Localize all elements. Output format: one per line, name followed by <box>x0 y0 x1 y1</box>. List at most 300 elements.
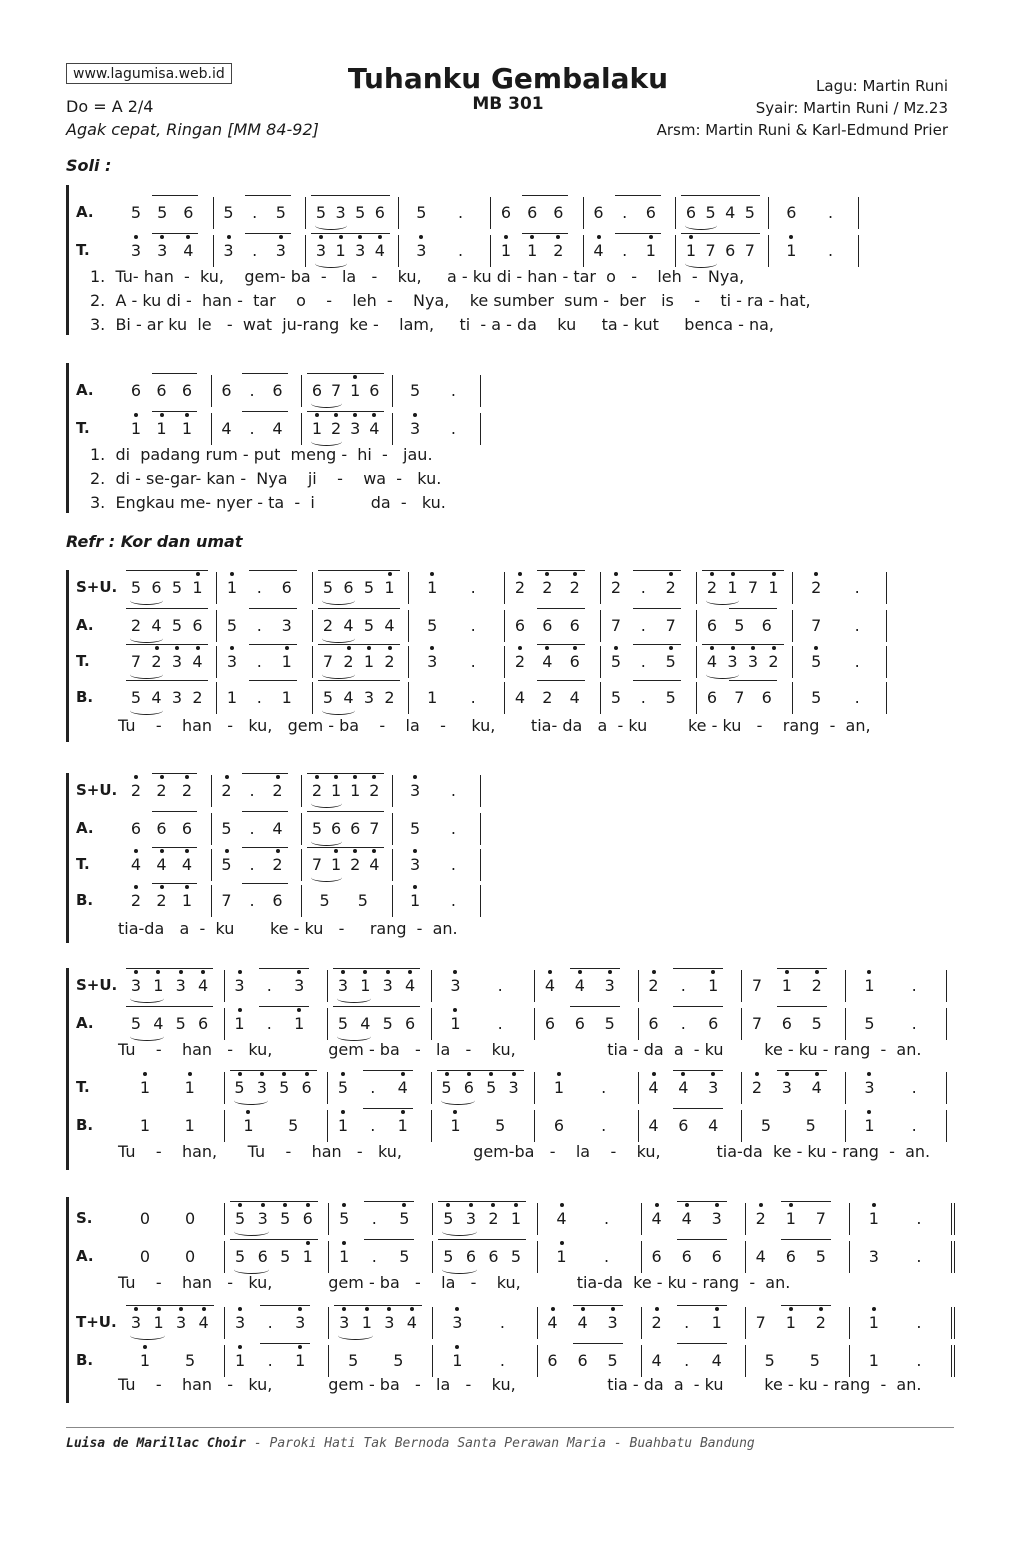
note: 1 <box>360 976 371 995</box>
system-bracket <box>66 363 74 513</box>
beam <box>245 195 291 196</box>
beam <box>438 1239 526 1240</box>
note: 5 <box>223 203 234 222</box>
note: 5 <box>221 855 232 874</box>
octave-up-dot <box>185 413 189 417</box>
slur <box>311 837 342 846</box>
beam <box>438 1201 526 1202</box>
tempo-marking: Agak cepat, Ringan [MM 84-92] <box>66 120 319 139</box>
end-bar-line <box>951 1203 955 1235</box>
end-bar-line <box>480 775 481 807</box>
beam <box>522 195 568 196</box>
octave-up-dot <box>319 235 323 239</box>
bar-line <box>768 197 769 229</box>
note: . <box>370 1116 376 1135</box>
note: 1 <box>339 1247 350 1266</box>
beam <box>334 1305 422 1306</box>
note: . <box>916 1247 922 1266</box>
note: 5 <box>443 1247 454 1266</box>
octave-up-dot <box>179 970 183 974</box>
bar-line <box>224 1203 225 1235</box>
voice-row <box>122 199 862 227</box>
voice-row <box>122 1010 950 1038</box>
note: 1 <box>361 1313 372 1332</box>
bar-line <box>745 1307 746 1339</box>
octave-up-dot <box>789 1203 793 1207</box>
beam <box>260 1343 310 1344</box>
beam <box>681 233 760 234</box>
note: 6 <box>156 819 167 838</box>
slur <box>311 799 342 808</box>
note: 2 <box>130 891 142 910</box>
bar-line <box>301 375 302 407</box>
note: 6 <box>350 819 361 838</box>
note: 6 <box>181 819 193 838</box>
note: 6 <box>151 578 162 597</box>
note: 5 <box>705 203 716 222</box>
octave-up-dot <box>715 1307 719 1311</box>
octave-up-dot <box>514 1203 518 1207</box>
bar-line <box>638 1008 639 1040</box>
octave-up-dot <box>306 1241 310 1245</box>
bar-line <box>211 775 212 807</box>
bar-line <box>392 813 393 845</box>
note: 2 <box>651 1313 662 1332</box>
system-bracket <box>66 185 74 335</box>
bar-line <box>328 1241 329 1273</box>
note: 3 <box>410 781 421 800</box>
note: 2 <box>343 652 354 671</box>
note: 1 <box>331 855 342 874</box>
octave-up-dot <box>143 1345 147 1349</box>
note: 5 <box>234 1078 245 1097</box>
note: 6 <box>648 1014 659 1033</box>
beam <box>242 811 288 812</box>
voice-row <box>122 815 484 843</box>
note: 3 <box>294 976 305 995</box>
note: 1 <box>311 419 323 438</box>
arranger-credit: Arsm: Martin Runi & Karl-Edmund Prier <box>656 121 948 139</box>
octave-up-dot <box>401 1072 405 1076</box>
bar-line <box>216 682 217 714</box>
bar-line <box>792 610 793 642</box>
note: 5 <box>744 203 755 222</box>
note: 6 <box>542 616 553 635</box>
note: . <box>854 578 860 597</box>
bar-line <box>504 572 505 604</box>
note: 1 <box>181 891 193 910</box>
octave-up-dot <box>819 1307 823 1311</box>
bar-line <box>845 1110 846 1142</box>
end-bar-line <box>951 1241 955 1273</box>
octave-up-dot <box>410 1307 414 1311</box>
note: 5 <box>393 1351 404 1370</box>
note: 2 <box>768 652 779 671</box>
note: 4 <box>569 688 580 707</box>
note: 2 <box>156 781 167 800</box>
bar-line <box>534 970 535 1002</box>
note: 1 <box>350 781 361 800</box>
note: 4 <box>360 1014 371 1033</box>
note: 6 <box>544 1014 556 1033</box>
note: . <box>252 241 258 260</box>
note: 6 <box>130 819 142 838</box>
note: . <box>249 381 255 400</box>
bar-line <box>328 1345 329 1377</box>
octave-up-dot <box>347 646 351 650</box>
octave-up-dot <box>378 235 382 239</box>
bar-line <box>696 682 697 714</box>
note: 1 <box>184 1116 195 1135</box>
note: 5 <box>363 616 375 635</box>
note: . <box>828 241 834 260</box>
note: 2 <box>569 578 580 597</box>
octave-up-dot <box>134 849 138 853</box>
note: 2 <box>384 688 395 707</box>
note: . <box>267 1313 273 1332</box>
beam <box>126 608 208 609</box>
bar-line <box>392 375 393 407</box>
note: 3 <box>175 976 186 995</box>
slur <box>322 706 355 715</box>
bar-line <box>408 610 409 642</box>
note: 3 <box>350 419 361 438</box>
note: 7 <box>744 241 755 260</box>
note: 5 <box>607 1351 618 1370</box>
beam <box>318 608 400 609</box>
voice-label: A. <box>76 1247 94 1265</box>
end-bar-line <box>886 610 887 642</box>
beam <box>677 1239 727 1240</box>
bar-line <box>432 1241 433 1273</box>
beam <box>364 1239 414 1240</box>
beam <box>152 883 198 884</box>
note: 5 <box>811 1014 822 1033</box>
voice-label: T. <box>76 1078 90 1096</box>
octave-up-dot <box>518 572 522 576</box>
website-link[interactable]: www.lagumisa.web.id <box>66 63 232 84</box>
note: 0 <box>139 1209 151 1228</box>
note: 5 <box>355 203 366 222</box>
note: 6 <box>405 1014 416 1033</box>
note: 1 <box>500 241 512 260</box>
note: 1 <box>785 1313 796 1332</box>
beam <box>259 1006 309 1007</box>
note: 2 <box>751 1078 763 1097</box>
note: . <box>450 855 456 874</box>
note: . <box>601 1116 607 1135</box>
note: 6 <box>786 203 797 222</box>
lyric-line: Tu - han - ku, gem - ba - la - ku, tia- da a - ku ke - ku - rang - an, <box>118 716 871 735</box>
note: 2 <box>272 781 283 800</box>
note: . <box>640 652 646 671</box>
octave-up-dot <box>386 970 390 974</box>
note: 1 <box>226 688 238 707</box>
note: 1 <box>139 1078 151 1097</box>
note: 5 <box>399 1247 410 1266</box>
bar-line <box>741 970 742 1002</box>
slur <box>337 994 371 1003</box>
score-system <box>66 773 484 943</box>
note: 3 <box>363 688 375 707</box>
note: 4 <box>343 688 354 707</box>
bar-line <box>849 1345 850 1377</box>
note: 7 <box>322 652 334 671</box>
slur <box>706 596 739 605</box>
composer-credit: Lagu: Martin Runi <box>816 77 948 95</box>
beam <box>126 1305 214 1306</box>
bar-line <box>768 235 769 267</box>
lyricist-credit: Syair: Martin Runi / Mz.23 <box>755 99 948 117</box>
octave-up-dot <box>134 775 138 779</box>
section-soli: Soli : <box>66 156 112 175</box>
note: 6 <box>593 203 604 222</box>
octave-up-dot <box>315 775 319 779</box>
note: 3 <box>355 241 366 260</box>
note: 6 <box>681 1247 692 1266</box>
note: 2 <box>384 652 395 671</box>
note: 1 <box>868 1209 879 1228</box>
note: 5 <box>410 819 421 838</box>
beam <box>702 570 784 571</box>
beam <box>615 195 661 196</box>
voice-row <box>122 887 484 915</box>
note: 1 <box>235 1351 246 1370</box>
note: . <box>256 616 262 635</box>
slur <box>130 596 163 605</box>
note: 5 <box>760 1116 772 1135</box>
octave-up-dot <box>160 885 164 889</box>
beam <box>673 1070 723 1071</box>
note: 3 <box>315 241 327 260</box>
octave-up-dot <box>557 1072 561 1076</box>
note: 3 <box>450 976 461 995</box>
note: 6 <box>301 1078 312 1097</box>
octave-up-dot <box>238 1072 242 1076</box>
voice-row <box>122 415 484 443</box>
octave-up-dot <box>160 413 164 417</box>
beam <box>633 680 680 681</box>
octave-up-dot <box>285 646 289 650</box>
slur <box>442 1227 477 1236</box>
note: . <box>450 381 456 400</box>
song-title: Tuhanku Gembalaku <box>347 62 669 95</box>
octave-up-dot <box>655 1203 659 1207</box>
note: 1 <box>708 976 719 995</box>
note: 1 <box>335 241 346 260</box>
note: 4 <box>369 419 380 438</box>
note: 4 <box>755 1247 766 1266</box>
note: 1 <box>785 1209 796 1228</box>
octave-up-dot <box>759 1203 763 1207</box>
octave-up-dot <box>230 572 234 576</box>
bar-line <box>392 885 393 917</box>
bar-line <box>745 1241 746 1273</box>
bar-line <box>328 1203 329 1235</box>
bar-line <box>431 1008 432 1040</box>
note: 1 <box>181 419 193 438</box>
note: . <box>680 976 686 995</box>
bar-line <box>696 572 697 604</box>
octave-up-dot <box>160 849 164 853</box>
lyric-line: 2. di - se-gar- kan - Nya ji - wa - ku. <box>90 469 442 488</box>
note: 5 <box>280 1209 291 1228</box>
bar-line <box>392 413 393 445</box>
note: 7 <box>751 976 763 995</box>
note: 5 <box>184 1351 196 1370</box>
note: 4 <box>648 1078 659 1097</box>
octave-up-dot <box>155 646 159 650</box>
bar-line <box>696 610 697 642</box>
note: 3 <box>281 616 292 635</box>
beam <box>318 644 400 645</box>
note: 4 <box>198 1313 209 1332</box>
note: . <box>249 891 255 910</box>
slur <box>322 596 355 605</box>
beam <box>677 1305 727 1306</box>
octave-up-dot <box>689 235 693 239</box>
beam <box>781 1305 831 1306</box>
note: . <box>370 1078 376 1097</box>
end-bar-line <box>858 197 859 229</box>
voice-label: S+U. <box>76 578 118 596</box>
octave-up-dot <box>731 646 735 650</box>
note: 2 <box>553 241 564 260</box>
beam <box>702 644 784 645</box>
note: 7 <box>705 241 716 260</box>
note: 1 <box>450 1014 461 1033</box>
octave-up-dot <box>367 646 371 650</box>
note: 4 <box>574 976 585 995</box>
note: 3 <box>465 1209 476 1228</box>
note: 2 <box>221 781 232 800</box>
beam <box>152 411 198 412</box>
beam <box>242 373 288 374</box>
beam <box>152 773 198 774</box>
note: 5 <box>235 1247 246 1266</box>
bar-line <box>327 1008 328 1040</box>
note: . <box>854 688 860 707</box>
octave-up-dot <box>188 1072 192 1076</box>
note: . <box>911 976 917 995</box>
note: 6 <box>181 381 193 400</box>
bar-line <box>534 1110 535 1142</box>
note: 2 <box>130 616 142 635</box>
octave-up-dot <box>230 646 234 650</box>
note: 4 <box>272 419 283 438</box>
octave-up-dot <box>815 970 819 974</box>
bar-line <box>211 849 212 881</box>
octave-up-dot <box>185 849 189 853</box>
bar-line <box>211 375 212 407</box>
note: . <box>684 1351 690 1370</box>
note: 6 <box>463 1078 474 1097</box>
note: 5 <box>235 1209 246 1228</box>
note: 6 <box>725 241 736 260</box>
note: 5 <box>311 819 323 838</box>
bar-line <box>305 235 306 267</box>
beam <box>729 680 776 681</box>
note: 1 <box>350 381 361 400</box>
note: 6 <box>574 1014 585 1033</box>
note: 5 <box>157 203 168 222</box>
octave-up-dot <box>710 646 714 650</box>
bar-line <box>792 646 793 678</box>
octave-up-dot <box>548 970 552 974</box>
system-bracket <box>66 773 74 943</box>
octave-up-dot <box>276 775 280 779</box>
note: 7 <box>610 616 622 635</box>
beam <box>537 644 584 645</box>
octave-up-dot <box>134 970 138 974</box>
note: 1 <box>868 1351 879 1370</box>
octave-up-dot <box>157 1307 161 1311</box>
note: 1 <box>645 241 656 260</box>
system-bracket <box>66 1197 74 1403</box>
bar-line <box>392 775 393 807</box>
octave-up-dot <box>512 1072 516 1076</box>
voice-row <box>122 684 890 712</box>
note: 1 <box>527 241 538 260</box>
note: 4 <box>151 688 162 707</box>
beam <box>677 1343 727 1344</box>
note: 1 <box>553 1078 565 1097</box>
note: 5 <box>809 1351 820 1370</box>
beam <box>242 773 288 774</box>
note: 3 <box>235 1313 246 1332</box>
note: 3 <box>295 1313 306 1332</box>
note: 3 <box>171 688 183 707</box>
note: 1 <box>243 1116 254 1135</box>
beam <box>249 570 296 571</box>
slur <box>130 670 163 679</box>
note: 2 <box>192 688 203 707</box>
note: 3 <box>175 1313 187 1332</box>
note: 6 <box>183 203 194 222</box>
note: 4 <box>577 1313 588 1332</box>
note: . <box>450 781 456 800</box>
note: 1 <box>450 1116 461 1135</box>
note: 6 <box>685 203 697 222</box>
note: 4 <box>183 241 194 260</box>
note: 2 <box>151 652 162 671</box>
beam <box>249 644 296 645</box>
note: . <box>916 1313 922 1332</box>
bar-line <box>392 849 393 881</box>
end-bar-line <box>480 375 481 407</box>
note: 6 <box>331 819 342 838</box>
note: 5 <box>734 616 745 635</box>
bar-line <box>583 197 584 229</box>
note: 5 <box>764 1351 775 1370</box>
octave-up-dot <box>202 1307 206 1311</box>
beam <box>126 1006 213 1007</box>
bar-line <box>600 610 601 642</box>
note: 3 <box>157 241 168 260</box>
note: 4 <box>156 855 167 874</box>
note: 4 <box>374 241 385 260</box>
end-bar-line <box>886 572 887 604</box>
note: . <box>266 1014 272 1033</box>
bar-line <box>490 197 491 229</box>
bar-line <box>216 610 217 642</box>
lyric-line: Tu - han - ku, gem - ba - la - ku, tia - da a - ku ke - ku - rang - an. <box>118 1040 922 1059</box>
note: 5 <box>319 891 330 910</box>
lyric-line: Tu - han, Tu - han - ku, gem-ba - la - ku, tia-da ke - ku - rang - an. <box>118 1142 931 1161</box>
voice-row <box>122 1347 955 1375</box>
bar-line <box>216 646 217 678</box>
octave-up-dot <box>710 572 714 576</box>
